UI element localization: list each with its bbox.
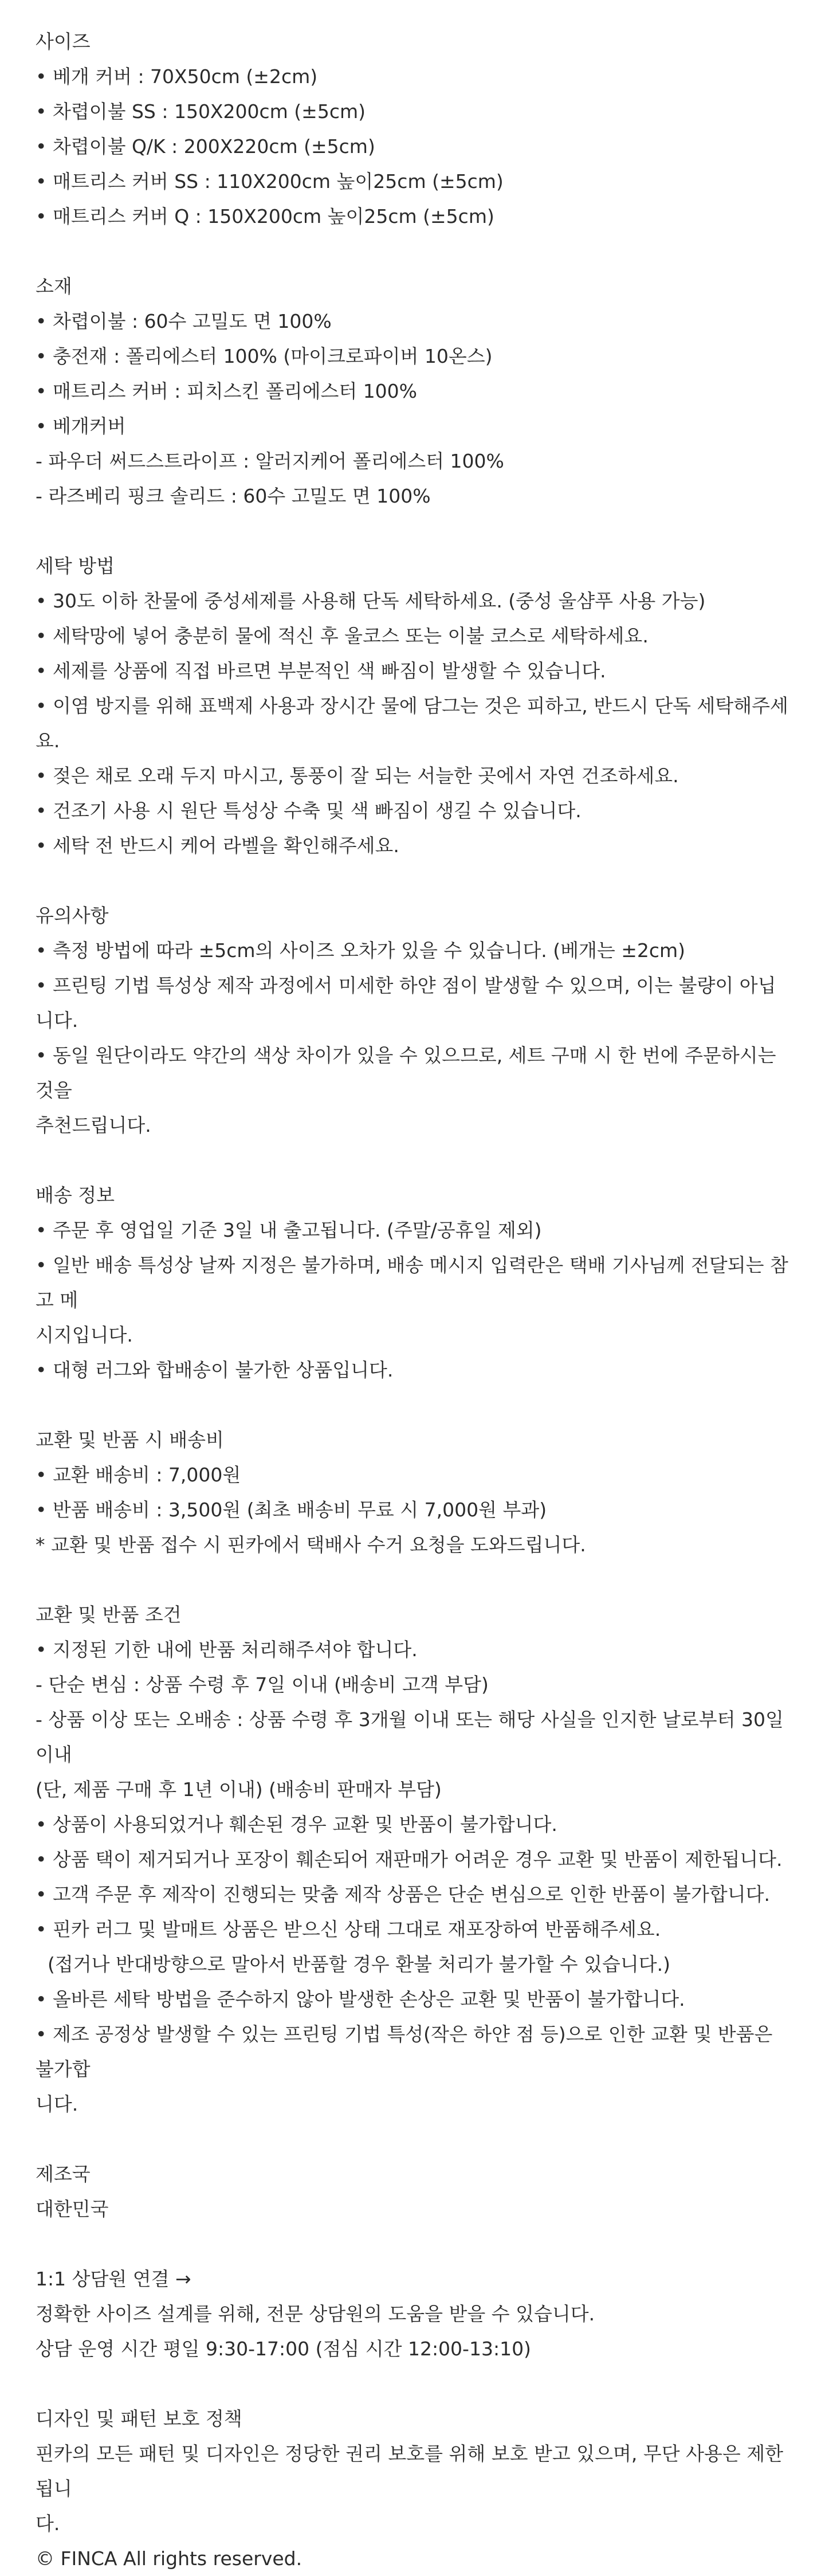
section-line: • 측정 방법에 따라 ±5cm의 사이즈 오차가 있을 수 있습니다. (베개는 ±2cm) <box>36 939 686 962</box>
section-line: 니다. <box>36 2093 78 2115</box>
section-line: • 대형 러그와 합배송이 불가한 상품입니다. <box>36 1359 394 1381</box>
info-sections <box>36 24 789 2226</box>
section-line: • 30도 이하 찬물에 중성세제를 사용해 단독 세탁하세요. (중성 울샴푸 사용 가능) <box>36 590 706 612</box>
section-origin <box>36 2157 789 2226</box>
section-line: 대한민국 <box>36 2198 109 2220</box>
section-line: • 매트리스 커버 SS : 110X200cm 높이25cm (±5cm) <box>36 170 504 193</box>
section-title: 교환 및 반품 조건 <box>36 1603 182 1626</box>
section-line: 추천드립니다. <box>36 1114 151 1136</box>
section-title: 제조국 <box>36 2163 91 2185</box>
section-line: • 건조기 사용 시 원단 특성상 수축 및 색 빠짐이 생길 수 있습니다. <box>36 799 582 822</box>
section-return-conditions <box>36 1597 789 2122</box>
copyright-line: © FINCA All rights reserved. <box>36 2547 302 2570</box>
section-line: (접거나 반대방향으로 말아서 반품할 경우 환불 처리가 불가할 수 있습니다.) <box>36 1953 670 1975</box>
section-line: • 세제를 상품에 직접 바르면 부분적인 색 빠짐이 발생할 수 있습니다. <box>36 660 606 682</box>
section-line: • 세탁망에 넣어 충분히 물에 적신 후 울코스 또는 이불 코스로 세탁하세요. <box>36 625 649 647</box>
section-line: - 상품 이상 또는 오배송 : 상품 수령 후 3개월 이내 또는 해당 사실을 인지한 날로부터 30일 이내 <box>36 1708 790 1766</box>
policy-line: 다. <box>36 2512 60 2535</box>
section-line: • 핀카 러그 및 발매트 상품은 받으신 상태 그대로 재포장하여 반품해주세요. <box>36 1918 661 1940</box>
section-line: • 세탁 전 반드시 케어 라벨을 확인해주세요. <box>36 834 399 857</box>
section-notice <box>36 898 789 1143</box>
section-line: • 제조 공정상 발생할 수 있는 프린팅 기법 특성(작은 하얀 점 등)으로 인한 교환 및 반품은 불가합 <box>36 2023 779 2080</box>
section-line: (단, 제품 구매 후 1년 이내) (배송비 판매자 부담) <box>36 1778 442 1801</box>
section-size <box>36 24 789 234</box>
section-line: • 차렵이불 : 60수 고밀도 면 100% <box>36 310 332 332</box>
section-line: • 차렵이불 Q/K : 200X220cm (±5cm) <box>36 135 375 158</box>
section-line: - 라즈베리 핑크 솔리드 : 60수 고밀도 면 100% <box>36 485 431 507</box>
section-title: 유의사항 <box>36 904 109 927</box>
section-line: • 젖은 채로 오래 두지 마시고, 통풍이 잘 되는 서늘한 곳에서 자연 건조하세요. <box>36 764 679 787</box>
consult-text-line: 정확한 사이즈 설계를 위해, 전문 상담원의 도움을 받을 수 있습니다. <box>36 2303 595 2325</box>
section-line: • 충전재 : 폴리에스터 100% (마이크로파이버 10온스) <box>36 345 493 367</box>
section-title: 소재 <box>36 275 72 297</box>
section-line: • 일반 배송 특성상 날짜 지정은 불가하며, 배송 메시지 입력란은 택배 기사님께 전달되는 참고 메 <box>36 1254 788 1311</box>
section-shipping <box>36 1178 789 1387</box>
consult-link[interactable]: 1:1 상담원 연결 → <box>36 2268 191 2290</box>
section-title: 교환 및 반품 시 배송비 <box>36 1429 224 1451</box>
section-line: • 상품 택이 제거되거나 포장이 훼손되어 재판매가 어려운 경우 교환 및 반품이 제한됩니다. <box>36 1848 783 1871</box>
section-line: • 올바른 세탁 방법을 준수하지 않아 발생한 손상은 교환 및 반품이 불가합니다. <box>36 1988 685 2010</box>
section-line: • 차렵이불 SS : 150X200cm (±5cm) <box>36 100 366 123</box>
section-washing <box>36 548 789 863</box>
consult-section <box>36 2261 789 2366</box>
section-line: • 반품 배송비 : 3,500원 (최초 배송비 무료 시 7,000원 부과) <box>36 1499 547 1521</box>
section-line: • 동일 원단이라도 약간의 색상 차이가 있을 수 있으므로, 세트 구매 시 한 번에 주문하시는 것을 <box>36 1044 783 1101</box>
policy-title: 디자인 및 패턴 보호 정책 <box>36 2408 242 2430</box>
section-line: • 베개 커버 : 70X50cm (±2cm) <box>36 65 318 88</box>
section-line: • 매트리스 커버 : 피치스킨 폴리에스터 100% <box>36 380 418 402</box>
section-line: - 파우더 써드스트라이프 : 알러지케어 폴리에스터 100% <box>36 450 504 472</box>
section-line: • 교환 배송비 : 7,000원 <box>36 1464 241 1486</box>
section-line: • 지정된 기한 내에 반품 처리해주셔야 합니다. <box>36 1638 418 1661</box>
section-line: • 상품이 사용되었거나 훼손된 경우 교환 및 반품이 불가합니다. <box>36 1813 557 1836</box>
section-line: • 프린팅 기법 특성상 제작 과정에서 미세한 하얀 점이 발생할 수 있으며, 이는 불량이 아닙니다. <box>36 974 776 1032</box>
section-line: • 고객 주문 후 제작이 진행되는 맞춤 제작 상품은 단순 변심으로 인한 반품이 불가합니다. <box>36 1883 771 1905</box>
section-title: 배송 정보 <box>36 1184 115 1206</box>
section-line: - 단순 변심 : 상품 수령 후 7일 이내 (배송비 고객 부담) <box>36 1673 489 1696</box>
section-line: • 매트리스 커버 Q : 150X200cm 높이25cm (±5cm) <box>36 205 494 228</box>
section-line: 시지입니다. <box>36 1324 133 1346</box>
policy-line: 핀카의 모든 패턴 및 디자인은 정당한 권리 보호를 위해 보호 받고 있으며, 무단 사용은 제한됩니 <box>36 2442 783 2500</box>
section-line: * 교환 및 반품 접수 시 핀카에서 택배사 수거 요청을 도와드립니다. <box>36 1534 586 1556</box>
section-line: • 주문 후 영업일 기준 3일 내 출고됩니다. (주말/공휴일 제외) <box>36 1219 542 1241</box>
section-title: 세탁 방법 <box>36 555 115 577</box>
consult-hours-line: 상담 운영 시간 평일 9:30-17:00 (점심 시간 12:00-13:10) <box>36 2338 531 2360</box>
policy-section <box>36 2401 789 2576</box>
section-material <box>36 269 789 513</box>
section-return-fee <box>36 1422 789 1562</box>
section-line: • 이염 방지를 위해 표백제 사용과 장시간 물에 담그는 것은 피하고, 반드시 단독 세탁해주세요. <box>36 695 788 752</box>
section-line: • 베개커버 <box>36 415 126 437</box>
section-title: 사이즈 <box>36 30 91 53</box>
